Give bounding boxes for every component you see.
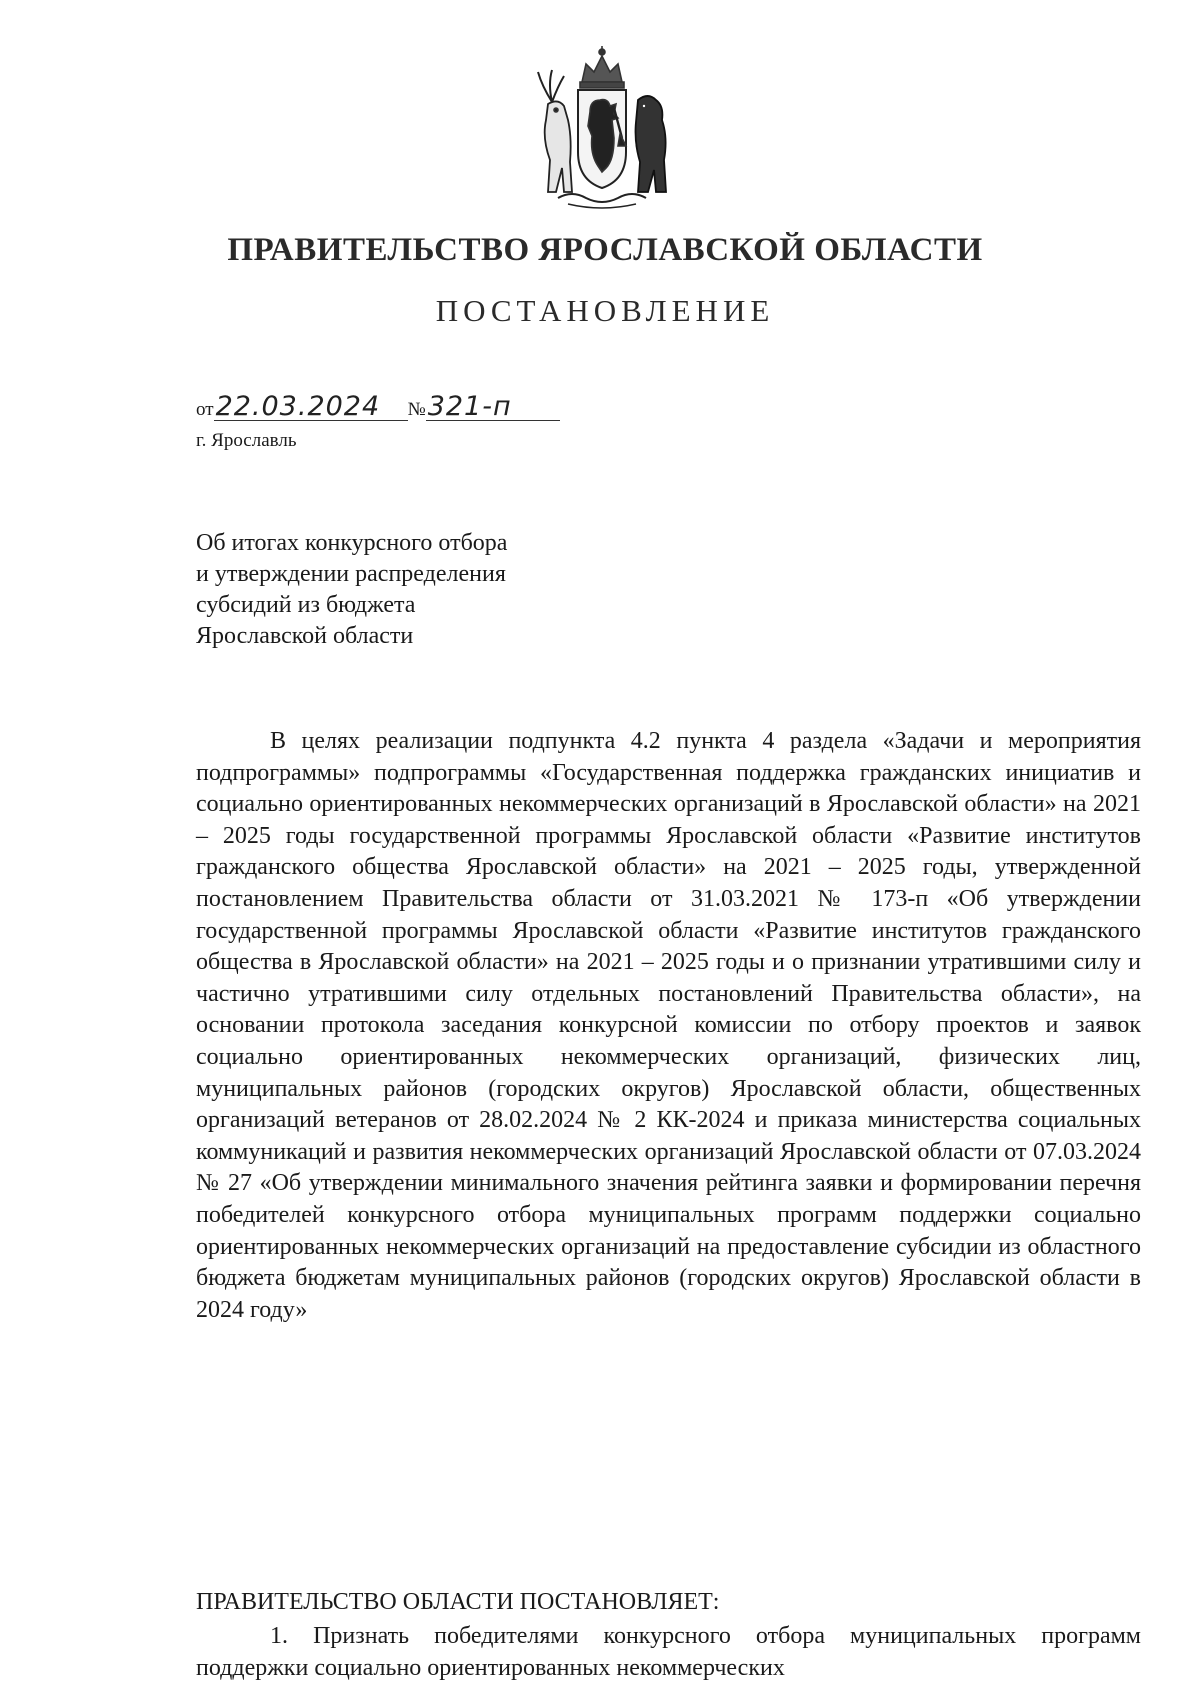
organization-title: ПРАВИТЕЛЬСТВО ЯРОСЛАВСКОЙ ОБЛАСТИ	[227, 232, 983, 268]
number-prefix: №	[407, 399, 426, 420]
date-number-line	[196, 391, 560, 422]
city: г. Ярославль	[196, 430, 297, 451]
decree-statement: ПРАВИТЕЛЬСТВО ОБЛАСТИ ПОСТАНОВЛЯЕТ:	[196, 1589, 720, 1615]
document-subject	[196, 528, 507, 652]
subject-line: Ярославской области	[196, 623, 414, 649]
document-body	[196, 726, 1141, 1326]
document-type: ПОСТАНОВЛЕНИЕ	[435, 293, 775, 328]
decree-item-1: 1. Признать победителями конкурсного отбора муниципальных программ поддержки социально ориентированных некоммерческих	[196, 1623, 1141, 1681]
subject-line: субсидий из бюджета	[196, 592, 416, 618]
document-date: 22.03.2024	[214, 394, 408, 421]
date-prefix: от	[196, 399, 214, 420]
coat-of-arms-icon	[528, 42, 676, 212]
subject-line: и утверждении распределения	[196, 561, 506, 587]
subject-line: Об итогах конкурсного отбора	[196, 530, 508, 556]
document-number: 321-п	[426, 394, 560, 421]
preamble-paragraph: В целях реализации подпункта 4.2 пункта 4 раздела «Задачи и мероприятия подпрограммы» подпрограммы «Государственная поддержка гражданских инициатив и социально ориентированных некоммерческих организаций в Ярославской области» на 2021 – 2025 годы государственной программы Ярославской области «Развитие институтов гражданского общества Ярославской области» на 2021 – 2025 годы, утвержденной постановлением Правительства области от 31.03.2021 № 173-п «Об утверждении государственной программы Ярославской области «Развитие институтов гражданского общества в Ярославской области» на 2021 – 2025 годы и о признании утратившими силу и частично утратившими силу отдельных постановлений Правительства области», на основании протокола заседания конкурсной комиссии по отбору проектов и заявок социально ориентированных некоммерческих организаций, физических лиц, муниципальных районов (городских округов) Ярославской области, общественных организаций ветеранов от 28.02.2024 № 2 КК-2024 и приказа министерства социальных коммуникаций и развития некоммерческих организаций Ярославской области от 07.03.2024 № 27 «Об утверждении минимального значения рейтинга заявки и формировании перечня победителей конкурсного отбора муниципальных программ поддержки социально ориентированных некоммерческих организаций на предоставление субсидии из областного бюджета бюджетам муниципальных районов (городских округов) Ярославской области в 2024 году»	[196, 728, 1141, 1323]
